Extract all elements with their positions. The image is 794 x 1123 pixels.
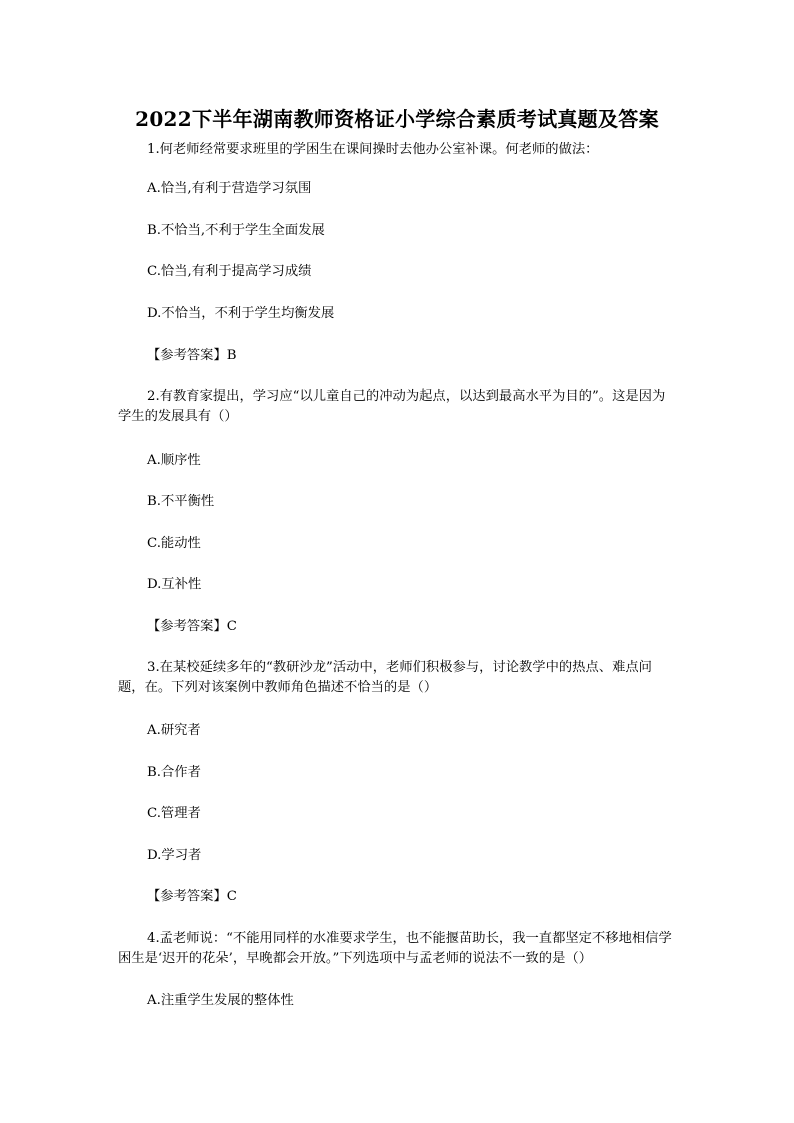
question-1-option-c: C.恰当,有利于提高学习成绩 <box>147 264 312 279</box>
question-1-option-b: B.不恰当,不利于学生全面发展 <box>147 223 325 238</box>
question-3-option-d: D.学习者 <box>147 848 202 863</box>
question-2-answer: 【参考答案】C <box>147 619 237 634</box>
question-3-option-a: A.研究者 <box>147 723 201 738</box>
document-title: 2022下半年湖南教师资格证小学综合素质考试真题及答案 <box>135 107 659 131</box>
question-3-option-b: B.合作者 <box>147 765 201 780</box>
question-1-option-a: A.恰当,有利于营造学习氛围 <box>147 181 312 196</box>
question-2-stem: 2.有教育家提出，学习应“以儿童自己的冲动为起点，以达到最高水平为目的”。这是因为学生的发展具有（） <box>118 389 666 424</box>
question-4-option-a: A.注重学生发展的整体性 <box>147 993 294 1008</box>
question-1-answer: 【参考答案】B <box>147 348 237 363</box>
question-4-stem: 4.孟老师说：“不能用同样的水准要求学生，也不能揠苗助长，我一直都坚定不移地相信学困生是‘迟开的花朵’，早晚都会开放。”下列选项中与孟老师的说法不一致的是（） <box>118 931 672 966</box>
question-2-option-b: B.不平衡性 <box>147 494 215 509</box>
question-1-option-d: D.不恰当，不利于学生均衡发展 <box>147 306 335 321</box>
question-1-stem: 1.何老师经常要求班里的学困生在课间操时去他办公室补课。何老师的做法： <box>147 142 599 157</box>
question-2-option-d: D.互补性 <box>147 577 202 592</box>
question-3-stem: 3.在某校延续多年的“教研沙龙”活动中，老师们积极参与，讨论教学中的热点、难点问题，在。下列对该案例中教师角色描述不恰当的是（） <box>118 660 652 695</box>
question-2-option-c: C.能动性 <box>147 536 201 551</box>
question-2-option-a: A.顺序性 <box>147 453 201 468</box>
question-3-answer: 【参考答案】C <box>147 889 237 904</box>
question-3-option-c: C.管理者 <box>147 806 201 821</box>
